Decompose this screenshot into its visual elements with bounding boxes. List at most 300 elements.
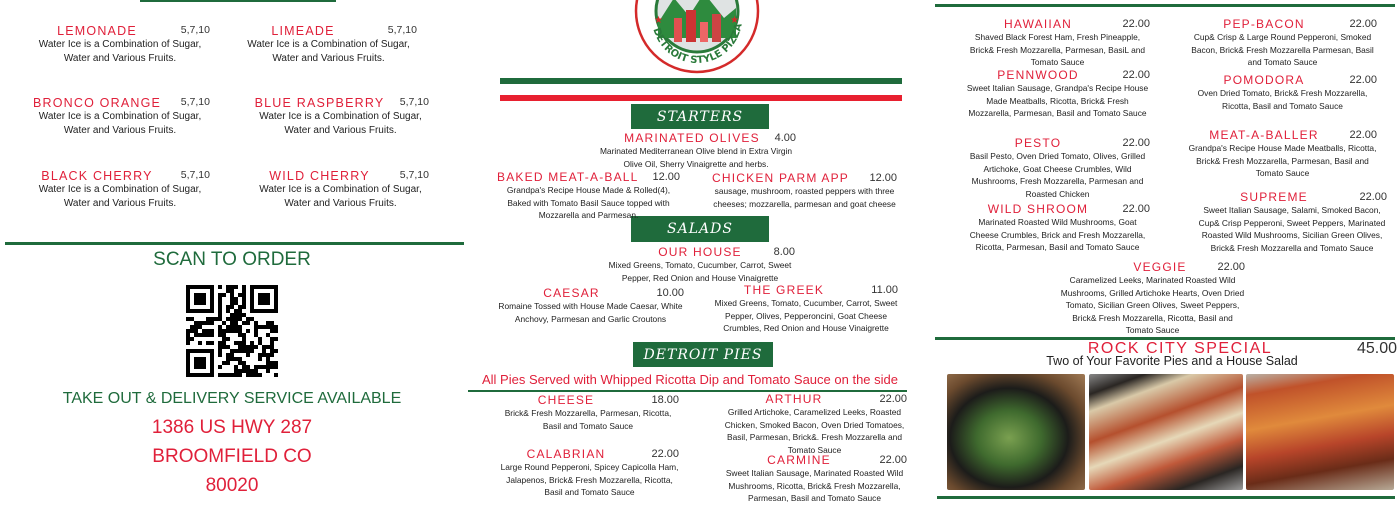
qr-module: [238, 309, 242, 313]
qr-module: [254, 329, 258, 333]
qr-module: [202, 329, 206, 333]
qr-module: [238, 349, 242, 353]
qr-module: [226, 309, 230, 313]
qr-module: [218, 333, 222, 337]
item-description: Cup& Crisp & Large Round Pepperoni, Smoked Bacon, Brick& Fresh Mozzarella Parmesan, Basil and Tomato Sauce: [1191, 32, 1374, 67]
item-description: Mixed Greens, Tomato, Cucumber, Carrot, Sweet Pepper, Olives, Pepperoncini, Goat Cheese Crumbles, Red Onion and House Vinaigrette: [714, 298, 898, 333]
qr-module: [226, 373, 230, 377]
qr-module: [186, 341, 190, 345]
item-price: 4.00: [774, 132, 796, 144]
service-text: TAKE OUT & DELIVERY SERVICE AVAILABLE: [62, 390, 402, 407]
qr-module: [238, 313, 242, 317]
qr-module: [242, 341, 246, 345]
item-name: THE GREEK: [743, 283, 825, 297]
menu-item: [1188, 74, 1377, 112]
menu-item: [965, 18, 1150, 69]
qr-module: [218, 313, 222, 317]
qr-module: [266, 345, 270, 349]
qr-module: [274, 373, 278, 377]
item-name: POMODORA: [1223, 73, 1305, 87]
qr-module: [242, 285, 246, 289]
qr-module: [230, 321, 234, 325]
qr-module: [226, 353, 230, 357]
qr-module: [262, 345, 266, 349]
qr-module: [274, 361, 278, 365]
item-price: 22.00: [1122, 203, 1150, 215]
item-name: BRONCO ORANGE: [32, 96, 162, 110]
qr-module: [234, 329, 238, 333]
item-price: 22.00: [1349, 18, 1377, 30]
qr-module: [254, 333, 258, 337]
item-price: 12.00: [652, 171, 680, 183]
qr-module: [246, 369, 250, 373]
qr-module: [254, 321, 258, 325]
qr-module: [234, 317, 238, 321]
item-description: Water Ice is a Combination of Sugar, Water and Various Fruits.: [38, 184, 202, 209]
qr-module: [242, 369, 246, 373]
item-name: MEAT-A-BALLER: [1209, 128, 1319, 142]
qr-module: [250, 349, 254, 353]
qr-module: [186, 337, 190, 341]
item-description: Marinated Roasted Wild Mushrooms, Goat Cheese Crumbles, Brick and Fresh Mozzarella, Ricotta, Parmesan, Basil and Tomato Sauce: [969, 217, 1146, 252]
qr-module: [218, 373, 222, 377]
item-description: Shaved Black Forest Ham, Fresh Pineapple, Brick& Fresh Mozzarella, Parmesan, BasiL and Tomato Sauce: [969, 32, 1146, 67]
menu-item: [497, 287, 684, 325]
item-price: 11.00: [871, 284, 898, 296]
item-name: PESTO: [1014, 136, 1062, 150]
qr-module: [270, 353, 274, 357]
qr-module: [190, 337, 194, 341]
salads-header: SALADS: [631, 216, 769, 242]
qr-module: [226, 289, 230, 293]
item-description: Basil Pesto, Oven Dried Tomato, Olives, Grilled Artichoke, Goat Cheese Crumbles, Wild Mushrooms, Fresh Mozzarella, Parmesan and Roasted Chicken: [969, 151, 1146, 199]
svg-text:DETROIT STYLE PIZZA: DETROIT STYLE PIZZA: [650, 22, 745, 67]
qr-module: [234, 341, 238, 345]
qr-module: [234, 349, 238, 353]
pizza-pan-photo: [1089, 374, 1243, 490]
qr-module: [270, 337, 274, 341]
item-price: 22.00: [1122, 137, 1150, 149]
item-price: 12.00: [869, 172, 897, 184]
item-price: 18.00: [651, 394, 679, 406]
item-price: 10.00: [656, 287, 684, 299]
qr-module: [210, 329, 214, 333]
qr-module: [238, 369, 242, 373]
qr-module: [230, 301, 234, 305]
divider: [5, 242, 464, 245]
qr-module: [246, 353, 250, 357]
qr-module: [226, 361, 230, 365]
qr-module: [242, 365, 246, 369]
item-name: BAKED MEAT-A-BALL: [497, 170, 639, 184]
qr-module: [234, 357, 238, 361]
qr-module: [242, 333, 246, 337]
menu-item: [500, 448, 679, 499]
qr-module: [270, 321, 274, 325]
qr-module: [246, 329, 250, 333]
menu-item: [1188, 129, 1377, 180]
qr-module: [230, 293, 234, 297]
item-name: HAWAIIAN: [1003, 17, 1073, 31]
menu-item: [497, 394, 679, 432]
qr-module: [198, 321, 202, 325]
qr-module: [218, 301, 222, 305]
top-green-bar: [140, 0, 336, 2]
qr-module: [194, 293, 206, 305]
qr-module: [226, 345, 230, 349]
divider: [937, 496, 1395, 499]
qr-module: [218, 353, 222, 357]
qr-module: [226, 317, 230, 321]
item-description: Water Ice is a Combination of Sugar, Water and Various Fruits.: [259, 111, 422, 136]
qr-module: [242, 349, 246, 353]
qr-module: [274, 329, 278, 333]
qr-module: [218, 317, 222, 321]
qr-module: [190, 325, 194, 329]
scan-to-order-heading: SCAN TO ORDER: [153, 249, 311, 270]
qr-module: [242, 313, 246, 317]
item-description: Oven Dried Tomato, Brick& Fresh Mozzarella, Ricotta, Basil and Tomato Sauce: [1197, 88, 1368, 111]
qr-module: [258, 293, 270, 305]
qr-code[interactable]: [186, 285, 278, 377]
qr-module: [242, 301, 246, 305]
water-ice-item: [30, 169, 210, 211]
menu-item: [965, 203, 1150, 254]
item-name: CALABRIAN: [526, 447, 606, 461]
qr-module: [266, 369, 270, 373]
water-ice-item: [240, 24, 417, 66]
menu-item: [1188, 18, 1377, 69]
item-description: Grilled Artichoke, Caramelized Leeks, Roasted Chicken, Smoked Bacon, Oven Dried Tomatoes, Basil, Parmesan, Brick&. Fresh Mozzarella and Tomato Sauce: [724, 407, 905, 455]
qr-module: [230, 313, 234, 317]
qr-module: [194, 357, 206, 369]
menu-item: [497, 171, 680, 222]
qr-module: [250, 345, 254, 349]
qr-module: [266, 325, 270, 329]
qr-module: [258, 357, 262, 361]
item-price: 5,7,10: [180, 169, 210, 181]
item-description: Mixed Greens, Tomato, Cucumber, Carrot, Sweet Pepper, Red Onion and House Vinaigrette: [608, 260, 792, 283]
item-price: 5,7,10: [180, 24, 210, 36]
detroit-pies-header: DETROIT PIES: [633, 342, 773, 367]
qr-module: [262, 349, 266, 353]
qr-module: [238, 329, 242, 333]
qr-module: [270, 361, 274, 365]
qr-module: [230, 285, 234, 289]
qr-module: [222, 373, 226, 377]
menu-item: [1197, 191, 1387, 254]
qr-module: [238, 325, 242, 329]
qr-module: [250, 373, 254, 377]
item-name: BLACK CHERRY: [41, 169, 153, 183]
qr-module: [258, 341, 262, 345]
qr-module: [194, 333, 198, 337]
menu-item: [712, 172, 897, 210]
item-description: sausage, mushroom, roasted peppers with three cheeses; mozzarella, parmesan and goat cheese: [713, 186, 896, 209]
qr-module: [246, 317, 250, 321]
item-name: OUR HOUSE: [658, 245, 742, 259]
item-price: 5,7,10: [399, 169, 429, 181]
address-zip: 80020: [205, 475, 259, 496]
qr-module: [230, 305, 234, 309]
item-description: Grandpa's Recipe House Made Meatballs, Ricotta, Brick& Fresh Mozzarella, Parmesan, Basil and Tomato Sauce: [1188, 143, 1377, 178]
qr-module: [266, 361, 270, 365]
qr-module: [226, 337, 230, 341]
item-name: CHEESE: [537, 393, 595, 407]
qr-module: [274, 365, 278, 369]
item-price: 8.00: [773, 246, 795, 258]
qr-module: [206, 321, 210, 325]
qr-module: [254, 369, 258, 373]
qr-module: [234, 301, 238, 305]
menu-item: [1060, 261, 1245, 337]
qr-module: [238, 345, 242, 349]
qr-module: [222, 329, 226, 333]
divider: [468, 390, 907, 392]
qr-module: [218, 325, 222, 329]
item-price: 5,7,10: [387, 24, 417, 36]
item-description: Marinated Mediterranean Olive blend in Extra Virgin Olive Oil, Sherry Vinaigrette and herbs.: [599, 146, 793, 169]
item-price: 22.00: [879, 454, 907, 466]
menu-item: [596, 132, 796, 170]
salad-photo: [947, 374, 1085, 490]
item-description: Sweet Italian Sausage, Salami, Smoked Bacon, Cup& Crisp Pepperoni, Sweet Peppers, Marinated Roasted Wild Mushrooms, Sicilian Green Olives, Brick& Fresh Mozzarella and Tomato Sauce: [1198, 205, 1386, 253]
detroit-style-pizza-logo: [634, 0, 760, 75]
special-price: 45.00: [1357, 340, 1398, 357]
qr-module: [206, 333, 210, 337]
qr-module: [230, 297, 234, 301]
svg-text:★: ★: [654, 15, 663, 26]
item-name: LIMEADE: [271, 24, 335, 38]
qr-module: [270, 349, 274, 353]
qr-module: [230, 357, 234, 361]
qr-module: [226, 325, 230, 329]
qr-module: [222, 341, 226, 345]
qr-module: [274, 349, 278, 353]
qr-module: [226, 305, 230, 309]
item-name: SUPREME: [1240, 190, 1308, 204]
qr-module: [230, 329, 234, 333]
qr-module: [234, 309, 238, 313]
item-price: 5,7,10: [399, 96, 429, 108]
item-price: 22.00: [1122, 18, 1150, 30]
qr-module: [230, 325, 234, 329]
item-description: Sweet Italian Sausage, Marinated Roasted Wild Mushrooms, Ricotta, Brick& Fresh Mozzarella, Parmesan, Basil and Tomato Sauce: [725, 468, 904, 503]
qr-module: [262, 353, 266, 357]
qr-module: [238, 293, 242, 297]
qr-module: [226, 329, 230, 333]
qr-module: [218, 349, 222, 353]
item-name: CAESAR: [543, 286, 600, 300]
qr-module: [190, 317, 194, 321]
qr-module: [246, 349, 250, 353]
item-price: 22.00: [651, 448, 679, 460]
qr-module: [186, 317, 190, 321]
item-price: 22.00: [1359, 191, 1387, 203]
item-name: BLUE RASPBERRY: [254, 96, 385, 110]
item-name: PENNWOOD: [997, 68, 1079, 82]
qr-module: [234, 285, 238, 289]
qr-module: [242, 305, 246, 309]
item-description: Water Ice is a Combination of Sugar, Water and Various Fruits.: [38, 111, 202, 136]
item-description: Romaine Tossed with House Made Caesar, White Anchovy, Parmesan and Garlic Croutons: [498, 301, 683, 324]
qr-module: [222, 337, 226, 341]
item-description: Large Round Pepperoni, Spicey Capicolla Ham, Jalapenos, Brick& Fresh Mozzarella, Ricotta, Basil and Tomato Sauce: [500, 462, 679, 497]
qr-module: [234, 369, 238, 373]
qr-module: [198, 333, 202, 337]
menu-item: [714, 284, 898, 335]
qr-module: [222, 293, 226, 297]
item-name: ARTHUR: [765, 392, 823, 406]
qr-module: [258, 337, 262, 341]
qr-module: [238, 317, 242, 321]
qr-module: [258, 365, 262, 369]
qr-module: [218, 293, 222, 297]
water-ice-item: [252, 169, 429, 211]
qr-module: [270, 325, 274, 329]
qr-module: [242, 321, 246, 325]
qr-module: [210, 317, 214, 321]
qr-module: [218, 309, 222, 313]
item-description: Water Ice is a Combination of Sugar, Water and Various Fruits.: [247, 39, 410, 64]
qr-module: [242, 297, 246, 301]
special-title: ROCK CITY SPECIAL: [1087, 340, 1273, 357]
item-description: Water Ice is a Combination of Sugar, Water and Various Fruits.: [259, 184, 422, 209]
item-price: 22.00: [1349, 129, 1377, 141]
qr-module: [258, 353, 262, 357]
qr-module: [186, 333, 190, 337]
qr-module: [270, 365, 274, 369]
qr-module: [242, 345, 246, 349]
item-name: PEP-BACON: [1223, 17, 1305, 31]
qr-module: [234, 325, 238, 329]
qr-module: [238, 305, 242, 309]
menu-item: [722, 454, 907, 505]
qr-module: [254, 325, 258, 329]
qr-module: [206, 329, 210, 333]
qr-module: [218, 345, 222, 349]
qr-module: [218, 297, 222, 301]
item-name: CARMINE: [767, 453, 831, 467]
pepperoni-pizza-photo: [1246, 374, 1394, 490]
qr-module: [274, 325, 278, 329]
qr-module: [210, 341, 214, 345]
qr-module: [254, 365, 258, 369]
qr-module: [194, 325, 198, 329]
qr-module: [266, 365, 270, 369]
qr-module: [206, 317, 210, 321]
qr-module: [234, 313, 238, 317]
qr-module: [230, 353, 234, 357]
address-line1: 1386 US HWY 287: [151, 417, 313, 438]
qr-module: [194, 321, 198, 325]
qr-module: [226, 357, 230, 361]
item-price: 22.00: [1217, 261, 1245, 273]
qr-module: [230, 373, 234, 377]
qr-module: [230, 317, 234, 321]
qr-module: [238, 357, 242, 361]
qr-module: [242, 289, 246, 293]
qr-module: [210, 321, 214, 325]
qr-module: [242, 361, 246, 365]
qr-module: [254, 373, 258, 377]
qr-module: [246, 321, 250, 325]
qr-module: [186, 329, 190, 333]
qr-module: [250, 341, 254, 345]
qr-module: [218, 341, 222, 345]
qr-module: [222, 345, 226, 349]
qr-module: [194, 329, 198, 333]
water-ice-item: [30, 96, 210, 138]
qr-module: [222, 361, 226, 365]
qr-module: [198, 341, 202, 345]
qr-module: [270, 345, 274, 349]
qr-module: [234, 297, 238, 301]
qr-module: [218, 365, 222, 369]
item-name: MARINATED OLIVES: [624, 131, 760, 145]
qr-module: [270, 329, 274, 333]
qr-module: [234, 365, 238, 369]
address-line2: BROOMFIELD CO: [152, 446, 312, 467]
qr-module: [214, 317, 218, 321]
qr-module: [234, 321, 238, 325]
water-ice-item: [30, 24, 210, 66]
item-description: Sweet Italian Sausage, Grandpa's Recipe House Made Meatballs, Ricotta, Brick& Fresh Mozzarella, Parmesan, Basil and Tomato Sauce: [966, 83, 1149, 118]
qr-module: [234, 373, 238, 377]
qr-module: [266, 321, 270, 325]
qr-module: [210, 333, 214, 337]
pies-note: All Pies Served with Whipped Ricotta Dip and Tomato Sauce on the side: [482, 372, 898, 387]
qr-module: [242, 293, 246, 297]
qr-module: [246, 345, 250, 349]
water-ice-item: [252, 96, 429, 138]
qr-module: [206, 341, 210, 345]
qr-module: [254, 345, 258, 349]
qr-module: [198, 325, 202, 329]
item-price: 22.00: [879, 393, 907, 405]
green-stripe: [500, 78, 902, 84]
qr-module: [222, 333, 226, 337]
qr-module: [202, 333, 206, 337]
starters-header: STARTERS: [631, 104, 769, 129]
menu-item: [965, 137, 1150, 200]
item-name: WILD SHROOM: [987, 202, 1089, 216]
menu-item: [722, 393, 907, 456]
qr-module: [238, 361, 242, 365]
qr-module: [218, 285, 222, 289]
item-name: WILD CHERRY: [269, 169, 370, 183]
qr-module: [230, 349, 234, 353]
qr-module: [238, 373, 242, 377]
menu-item: [605, 246, 795, 284]
qr-module: [258, 325, 262, 329]
menu-item: [965, 69, 1150, 120]
qr-module: [238, 341, 242, 345]
qr-module: [246, 365, 250, 369]
qr-module: [246, 373, 250, 377]
qr-module: [266, 353, 270, 357]
qr-module: [190, 329, 194, 333]
qr-module: [218, 329, 222, 333]
item-description: Caramelized Leeks, Marinated Roasted Wild Mushrooms, Grilled Artichoke Hearts, Oven Dried Tomato, Sicilian Green Olives, Sweet Peppers, Brick& Fresh Mozzarella, Ricotta, Basil and Tomato Sauce: [1060, 275, 1245, 335]
item-price: 22.00: [1349, 74, 1377, 86]
item-description: Brick& Fresh Mozzarella, Parmesan, Ricotta, Basil and Tomato Sauce: [504, 408, 672, 431]
qr-module: [262, 365, 266, 369]
qr-module: [258, 373, 262, 377]
qr-module: [266, 357, 270, 361]
qr-module: [242, 337, 246, 341]
qr-module: [238, 333, 242, 337]
